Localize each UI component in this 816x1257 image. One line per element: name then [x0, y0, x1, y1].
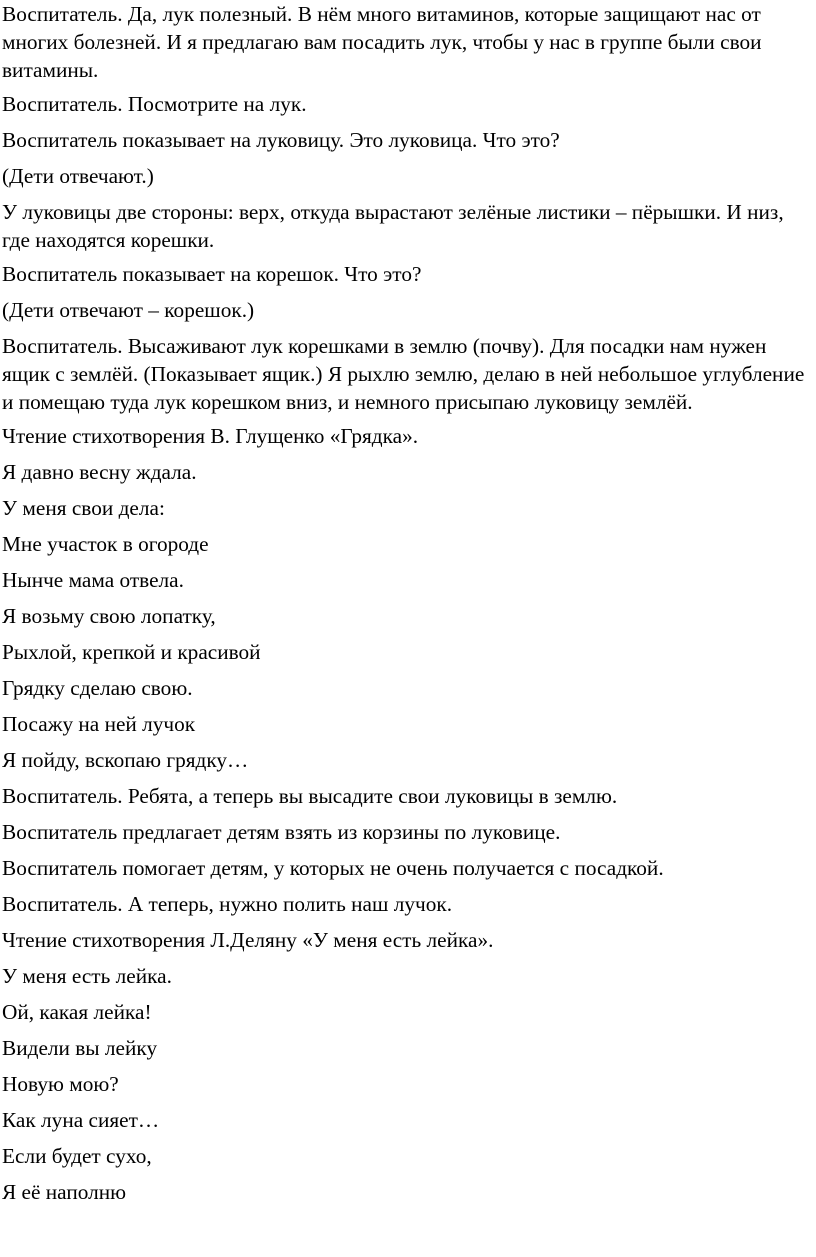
paragraph: Воспитатель. Посмотрите на лук. — [2, 92, 307, 116]
paragraph: Воспитатель показывает на луковицу. Это луковица. Что это? — [2, 128, 560, 152]
paragraph: Воспитатель помогает детям, у которых не очень получается с посадкой. — [2, 856, 664, 880]
poem-line: Новую мою? — [2, 1072, 119, 1096]
document-page — [2, 0, 812, 1214]
paragraph: Воспитатель. Да, лук полезный. В нём много витаминов, которые защищают нас от многих болезней. И я предлагаю вам посадить лук, чтобы у нас в группе были свои витамины. — [2, 2, 762, 82]
paragraph: Воспитатель. Высаживают лук корешками в землю (почву). Для посадки нам нужен ящик с землёй. (Показывает ящик.) Я рыхлю землю, делаю в ней небольшое углубление и помещаю туда лук корешком вниз, и немного присыпаю луковицу землёй. — [2, 334, 805, 414]
poem-line: Я пойду, вскопаю грядку… — [2, 748, 249, 772]
poem-line: Грядку сделаю свою. — [2, 676, 193, 700]
paragraph: Воспитатель. А теперь, нужно полить наш лучок. — [2, 892, 453, 916]
poem-line: Я её наполню — [2, 1180, 127, 1204]
poem-line: Посажу на ней лучок — [2, 712, 196, 736]
poem-line: Рыхлой, крепкой и красивой — [2, 640, 261, 664]
poem-line: Я давно весну ждала. — [2, 460, 197, 484]
poem-line: У меня есть лейка. — [2, 964, 172, 988]
paragraph: У луковицы две стороны: верх, откуда вырастают зелёные листики – пёрышки. И низ, где находятся корешки. — [2, 200, 784, 252]
poem-line: Нынче мама отвела. — [2, 568, 184, 592]
poem-line: Как луна сияет… — [2, 1108, 160, 1132]
paragraph: Воспитатель предлагает детям взять из корзины по луковице. — [2, 820, 561, 844]
paragraph: Чтение стихотворения В. Глущенко «Грядка». — [2, 424, 419, 448]
poem-line: Ой, какая лейка! — [2, 1000, 152, 1024]
poem-line: У меня свои дела: — [2, 496, 165, 520]
poem-line: Если будет сухо, — [2, 1144, 152, 1168]
paragraph: Чтение стихотворения Л.Деляну «У меня есть лейка». — [2, 928, 494, 952]
paragraph: Воспитатель. Ребята, а теперь вы высадите свои луковицы в землю. — [2, 784, 618, 808]
paragraph: Воспитатель показывает на корешок. Что это? — [2, 262, 422, 286]
paragraph: (Дети отвечают.) — [2, 164, 154, 188]
poem-line: Я возьму свою лопатку, — [2, 604, 216, 628]
poem-line: Видели вы лейку — [2, 1036, 158, 1060]
poem-line: Мне участок в огороде — [2, 532, 209, 556]
paragraph: (Дети отвечают – корешок.) — [2, 298, 255, 322]
